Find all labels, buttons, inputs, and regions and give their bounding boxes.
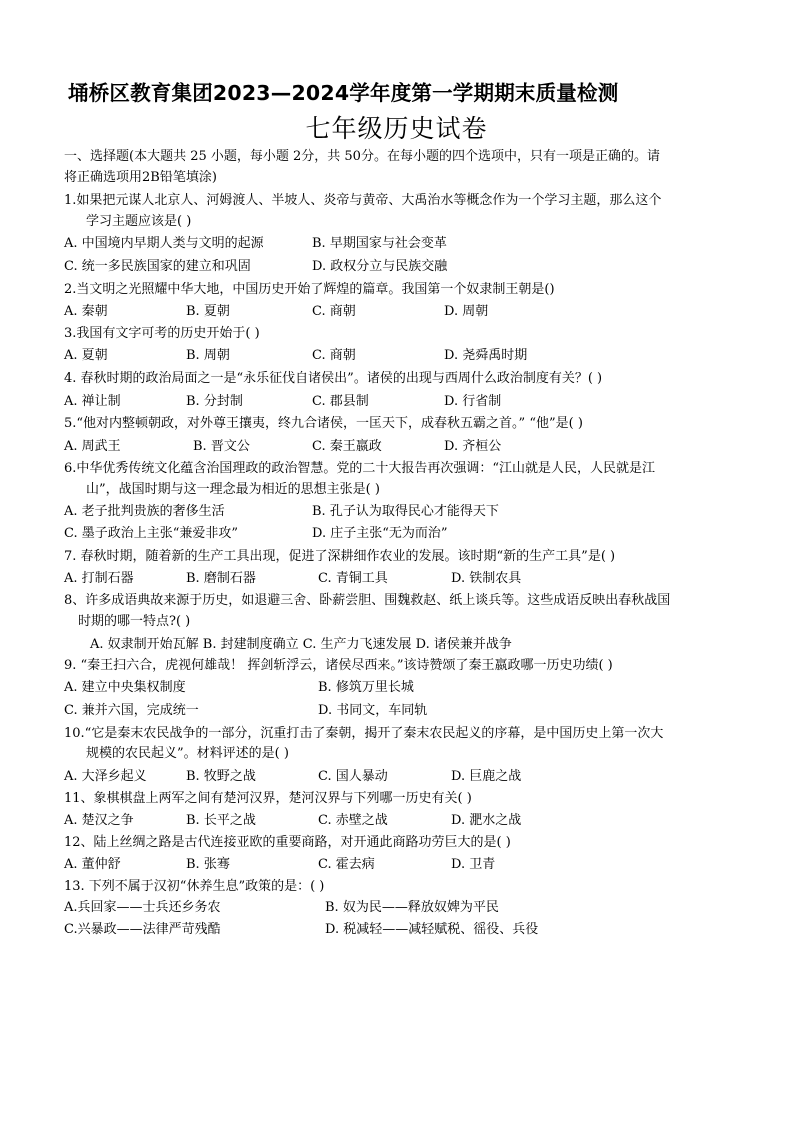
question-1-option-d: D. 政权分立与民族交融 (312, 259, 448, 274)
question-2-option-a: A. 秦朝 (64, 304, 108, 319)
question-7-stem: 7. 春秋时期，随着新的生产工具出现，促进了深耕细作农业的发展。该时期“新的生产工具”是( ) (64, 549, 616, 564)
question-8-options: A. 奴隶制开始瓦解 B. 封建制度确立 C. 生产力飞速发展 D. 诸侯兼并战争 (90, 637, 512, 652)
question-6-option-a: A. 老子批判贵族的奢侈生活 (64, 504, 225, 519)
question-9-option-c: C. 兼并六国，完成统一 (64, 703, 199, 718)
question-8-stem: 8、许多成语典故来源于历史，如退避三舍、卧薪尝胆、围魏救赵、纸上谈兵等。这些成语反映出春秋战国 (64, 593, 671, 608)
question-5-option-c: C. 秦王嬴政 (312, 439, 382, 454)
exam-title: 埇桥区教育集团2023—2024学年度第一学期期末质量检测 (68, 81, 619, 105)
question-11-stem: 11、象棋棋盘上两军之间有楚河汉界，楚河汉界与下列哪一历史有关( ) (64, 791, 472, 806)
question-11-option-a: A. 楚汉之争 (64, 813, 134, 828)
question-10-option-a: A. 大泽乡起义 (64, 769, 147, 784)
question-2-option-d: D. 周朝 (444, 304, 489, 319)
question-5-option-b: B. 晋文公 (193, 439, 250, 454)
question-13-option-c: C.兴暴政——法律严苛残酷 (64, 922, 221, 937)
question-5-stem: 5.“他对内整顿朝政，对外尊王攘夷，终九合诸侯，一匡天下，成春秋五霸之首。” “他”是( ) (64, 416, 583, 431)
question-3-option-d: D. 尧舜禹时期 (444, 348, 528, 363)
question-4-option-d: D. 行省制 (444, 394, 502, 409)
question-9-stem: 9. “秦王扫六合，虎视何雄哉！ 挥剑斩浮云，诸侯尽西来。”该诗赞颂了秦王嬴政哪一历史功绩( ) (64, 658, 613, 673)
question-2-option-c: C. 商朝 (312, 304, 356, 319)
question-6-option-b: B. 孔子认为取得民心才能得天下 (312, 504, 499, 519)
question-13-stem: 13. 下列不属于汉初“休养生息”政策的是：( ) (64, 879, 325, 894)
question-13-option-a: A.兵回家——士兵还乡务农 (64, 900, 221, 915)
question-6-stem-cont: 山”，战国时期与这一理念最为相近的思想主张是( ) (86, 482, 380, 497)
question-12-option-d: D. 卫青 (451, 857, 496, 872)
question-12-stem: 12、陆上丝绸之路是古代连接亚欧的重要商路，对开通此商路功劳巨大的是( ) (64, 835, 511, 850)
question-1-stem-cont: 学习主题应该是( ) (86, 214, 192, 229)
question-9-option-d: D. 书同文，车同轨 (318, 703, 428, 718)
question-7-option-a: A. 打制石器 (64, 571, 134, 586)
question-11-option-c: C. 赤壁之战 (318, 813, 388, 828)
question-4-option-c: C. 郡县制 (312, 394, 369, 409)
question-3-option-b: B. 周朝 (186, 348, 230, 363)
question-10-stem: 10.“它是秦末农民战争的一部分，沉重打击了秦朝，揭开了秦末农民起义的序幕，是中国历史上第一次大 (64, 726, 664, 741)
question-3-option-c: C. 商朝 (312, 348, 356, 363)
question-8-stem-cont: 时期的哪一特点?( ) (78, 614, 191, 629)
question-13-option-b: B. 奴为民——释放奴婢为平民 (325, 900, 499, 915)
question-12-option-b: B. 张骞 (186, 857, 230, 872)
section-instruction-line2: 将正确选项用2B铅笔填涂) (64, 170, 217, 185)
section-instruction-line1: 一、选择题(本大题共 25 小题，每小题 2分，共 50分。在每小题的四个选项中，只有一项是正确的。请 (64, 149, 660, 164)
question-1-option-b: B. 早期国家与社会变革 (312, 236, 447, 251)
question-9-option-b: B. 修筑万里长城 (318, 680, 414, 695)
question-10-stem-cont: 规模的农民起义”。材料评述的是( ) (86, 746, 289, 761)
question-5-option-d: D. 齐桓公 (444, 439, 502, 454)
question-7-option-b: B. 磨制石器 (186, 571, 256, 586)
exam-subtitle: 七年级历史试卷 (305, 114, 488, 143)
question-9-option-a: A. 建立中央集权制度 (64, 680, 186, 695)
question-5-option-a: A. 周武王 (64, 439, 121, 454)
question-4-stem: 4. 春秋时期的政治局面之一是“永乐征伐自诸侯出”。诸侯的出现与西周什么政治制度有关？( ) (64, 371, 603, 386)
question-11-option-b: B. 长平之战 (186, 813, 256, 828)
question-10-option-c: C. 国人暴动 (318, 769, 388, 784)
question-7-option-d: D. 铁制农具 (451, 571, 522, 586)
question-10-option-b: B. 牧野之战 (186, 769, 256, 784)
question-7-option-c: C. 青铜工具 (318, 571, 388, 586)
question-13-option-d: D. 税减轻——减轻赋税、徭役、兵役 (325, 922, 539, 937)
question-6-stem: 6.中华优秀传统文化蕴含治国理政的政治智慧。党的二十大报告再次强调：“江山就是人民，人民就是江 (64, 461, 656, 476)
question-6-option-c: C. 墨子政治上主张“兼爱非攻” (64, 526, 239, 541)
question-6-option-d: D. 庄子主张“无为而治” (312, 526, 448, 541)
question-10-option-d: D. 巨鹿之战 (451, 769, 522, 784)
question-2-stem: 2.当文明之光照耀中华大地，中国历史开始了辉煌的篇章。我国第一个奴隶制王朝是() (64, 282, 555, 297)
question-1-option-a: A. 中国境内早期人类与文明的起源 (64, 236, 264, 251)
question-4-option-a: A. 禅让制 (64, 394, 121, 409)
question-12-option-a: A. 董仲舒 (64, 857, 121, 872)
question-4-option-b: B. 分封制 (186, 394, 243, 409)
question-2-option-b: B. 夏朝 (186, 304, 230, 319)
question-1-option-c: C. 统一多民族国家的建立和巩固 (64, 259, 251, 274)
question-3-stem: 3.我国有文字可考的历史开始于( ) (64, 326, 260, 341)
question-11-option-d: D. 淝水之战 (451, 813, 522, 828)
question-3-option-a: A. 夏朝 (64, 348, 108, 363)
question-12-option-c: C. 霍去病 (318, 857, 375, 872)
question-1-stem: 1.如果把元谋人北京人、河姆渡人、半坡人、炎帝与黄帝、大禹治水等概念作为一个学习主题，那么这个 (64, 193, 662, 208)
